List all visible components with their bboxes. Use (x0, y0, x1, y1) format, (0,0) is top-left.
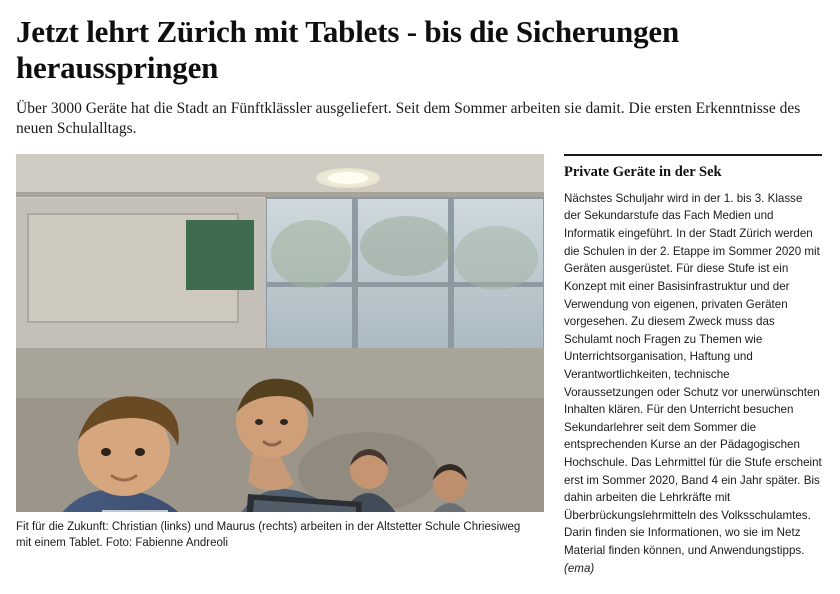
sidebar-title: Private Geräte in der Sek (564, 163, 722, 180)
article-main-column (16, 154, 544, 564)
article-lead: Über 3000 Geräte hat die Stadt an Fünftklässler ausgeliefert. Seit dem Sommer arbeiten sie damit. Die ersten Erkenntnisse des neuen Schulalltags. (16, 99, 801, 138)
sidebar-signature: (ema) (564, 561, 595, 575)
article-page (0, 14, 840, 594)
sidebar-body-text: Nächstes Schuljahr wird in der 1. bis 3. Klasse der Sekundarstufe das Fach Medien und Informatik eingeführt. In der Stadt Zürich werden die Schulen in der 2. Etappe im Sommer 2020 mit Geräten ausgerüstet. Für diese Stufe ist ein Konzept mit einer Basisinfrastruktur und der Verwendung von eigenen, privaten Geräten vorgesehen. Zu diesem Zweck muss das Schulamt noch Fragen zu Themen wie Unterrichtsorganisation, Haftung und Verantwortlichkeiten, technische Voraussetzungen oder Schutz vor unerwünschten Inhalten klären. Für den Unterricht besuchen Sekundarlehrer seit dem Sommer die entsprechenden Kurse an der Pädagogischen Hochschule. Das Lehrmittel für die Stufe erscheint erst im Sommer 2020, Band 4 ein Jahr später. Bis dahin arbeiten die Lehrkräfte mit Überbrückungslehrmitteln des Volksschulamtes. Darin finden sie Informationen, wo sie im Netz Material finden können, und Anwendungstipps. (564, 191, 822, 558)
sidebar-box (564, 154, 822, 578)
article-photo (16, 154, 544, 512)
article-columns (16, 154, 824, 578)
page-title: Jetzt lehrt Zürich mit Tablets - bis die Sicherungen herausspringen (16, 14, 679, 86)
sidebar-body (564, 190, 822, 577)
photo-caption: Fit für die Zukunft: Christian (links) und Maurus (rechts) arbeiten in der Altstetter Schule Chriesiweg mit einem Tablet. Foto: Fabienne Andreoli (16, 520, 521, 550)
classroom-photo-illustration (16, 154, 544, 512)
